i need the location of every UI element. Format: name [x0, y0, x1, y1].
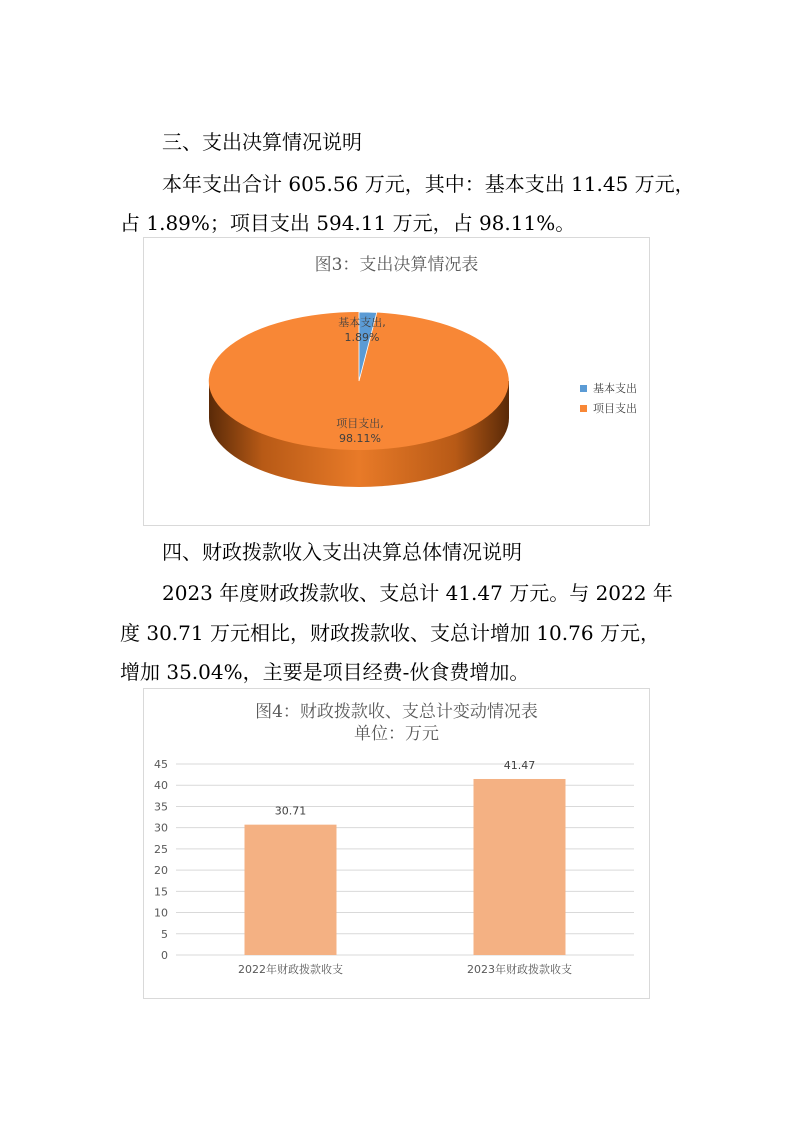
x-tick-label: 2023年财政拨款收支	[467, 963, 572, 976]
y-tick-label: 35	[154, 800, 168, 814]
legend-swatch-jiben	[580, 385, 587, 392]
x-tick-label: 2022年财政拨款收支	[238, 963, 343, 976]
bar-value-label: 30.71	[274, 804, 307, 818]
bar-chart-title: 图4：财政拨款收、支总计变动情况表	[255, 702, 538, 722]
section4-paragraph-line2: 度 30.71 万元相比，财政拨款收、支总计增加 10.76 万元，	[120, 621, 660, 645]
pie-label-jiben-name: 基本支出,	[338, 316, 386, 329]
y-tick-label: 5	[161, 927, 168, 941]
pie-chart	[144, 238, 649, 525]
legend-item-xiangmu	[580, 398, 637, 418]
y-tick-label: 25	[154, 842, 168, 856]
bar-chart-frame	[143, 688, 650, 999]
pie-label-jiben-value: 1.89%	[344, 331, 380, 344]
legend-label-jiben: 基本支出	[593, 382, 637, 395]
section3-heading: 三、支出决算情况说明	[162, 130, 362, 154]
section4-heading: 四、财政拨款收入支出决算总体情况说明	[162, 540, 522, 564]
bar-chart-subtitle: 单位：万元	[354, 724, 439, 744]
bar-1	[245, 825, 337, 955]
pie-chart-title: 图3：支出决算情况表	[314, 255, 479, 275]
pie-chart-frame	[143, 237, 650, 526]
section4-paragraph-line1: 2023 年度财政拨款收、支总计 41.47 万元。与 2022 年	[162, 581, 673, 605]
pie-label-xiangmu-value: 98.11%	[339, 432, 381, 445]
pie-legend	[580, 378, 637, 418]
pie-label-xiangmu	[320, 416, 400, 446]
legend-swatch-xiangmu	[580, 405, 587, 412]
section3-paragraph-line2: 占 1.89%；项目支出 594.11 万元，占 98.11%。	[120, 211, 576, 235]
bar-chart	[144, 689, 649, 998]
y-tick-label: 40	[154, 779, 168, 793]
section3-paragraph-line1: 本年支出合计 605.56 万元，其中：基本支出 11.45 万元，	[162, 172, 695, 196]
bar-2	[474, 779, 566, 955]
y-tick-label: 15	[154, 885, 168, 899]
y-tick-label: 30	[154, 821, 168, 835]
y-tick-label: 10	[154, 906, 168, 920]
pie-label-xiangmu-name: 项目支出,	[336, 417, 384, 430]
y-tick-label: 0	[161, 949, 168, 962]
y-tick-label: 45	[154, 758, 168, 771]
y-tick-label: 20	[154, 864, 168, 878]
bar-value-label: 41.47	[503, 758, 536, 772]
pie-label-jiben	[327, 315, 397, 345]
section4-paragraph-line3: 增加 35.04%，主要是项目经费-伙食费增加。	[120, 660, 530, 684]
legend-item-jiben	[580, 378, 637, 398]
legend-label-xiangmu: 项目支出	[593, 402, 637, 415]
